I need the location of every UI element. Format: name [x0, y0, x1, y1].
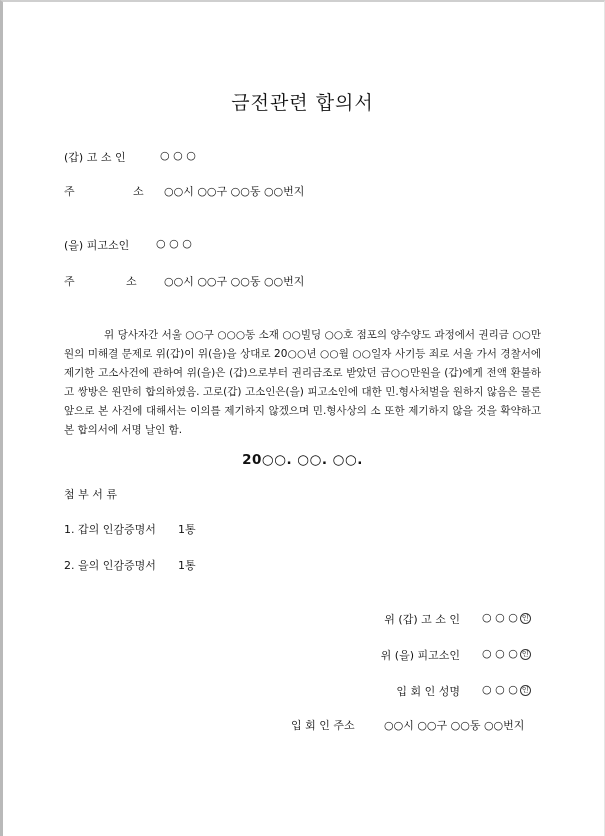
party-b-name: ○ ○ ○	[156, 237, 192, 250]
signature-a-label: 위 (갑) 고 소 인	[384, 613, 460, 626]
party-a-address-label-2: 소	[133, 185, 144, 198]
signature-b-label: 위 (을) 피고소인	[380, 649, 460, 662]
attachment-item-1-count: 1통	[178, 523, 196, 536]
party-b-address-label-1: 주	[64, 275, 75, 288]
party-a-name: ○ ○ ○	[160, 149, 196, 162]
party-a-address-label-1: 주	[64, 185, 75, 198]
signature-a-name: ○ ○ ○	[482, 611, 518, 624]
party-a-address: ○○시 ○○구 ○○동 ○○번지	[164, 185, 305, 198]
party-a-label: (갑) 고 소 인	[64, 151, 126, 164]
party-b-label: (을) 피고소인	[64, 239, 130, 252]
witness-address-label: 입 회 인 주소	[291, 719, 355, 732]
signature-b-line	[482, 647, 531, 660]
seal-icon: 인	[520, 685, 531, 696]
witness-name: ○ ○ ○	[482, 683, 518, 696]
witness-line	[482, 683, 531, 696]
attachment-item-2-label: 2. 을의 인감증명서	[64, 559, 156, 572]
seal-icon: 인	[520, 613, 531, 624]
party-b-address: ○○시 ○○구 ○○동 ○○번지	[164, 275, 305, 288]
attachments-heading: 첨 부 서 류	[64, 488, 117, 501]
attachment-item-1-label: 1. 갑의 인감증명서	[64, 523, 156, 536]
signature-a-line	[482, 611, 531, 624]
document-title: 금전관련 합의서	[231, 92, 374, 114]
agreement-body: 위 당사자간 서울 ○○구 ○○○동 소재 ○○빌딩 ○○호 점포의 양수양도 과정에서 권리금 ○○만원의 미해결 문제로 위(갑)이 위(을)을 상대로 20○○년 ○○월 ○○일자 사기등 죄로 서울 가서 경찰서에 제기한 고소사건에 관하여 위(을)은 (갑)으로부터 권리금조로 받았던 금○○만원을 (갑)에게 전액 환불하고 쌍방은 원만히 합의하였음. 고로(갑) 고소인은(을) 피고소인에 대한 민.형사처벌을 원하지 않음은 물론 앞으로 본 사건에 대해서는 이의를 제기하지 않겠으며 민.형사상의 소 또한 제기하지 않을 것을 확약하고 본 합의서에 서명 날인 함.	[64, 329, 541, 436]
party-b-address-label-2: 소	[126, 275, 137, 288]
witness-label: 입 회 인 성명	[396, 685, 460, 698]
witness-address: ○○시 ○○구 ○○동 ○○번지	[384, 719, 525, 732]
attachment-item-2-count: 1통	[178, 559, 196, 572]
signature-b-name: ○ ○ ○	[482, 647, 518, 660]
seal-icon: 인	[520, 649, 531, 660]
agreement-date: 20○○. ○○. ○○.	[242, 452, 363, 468]
